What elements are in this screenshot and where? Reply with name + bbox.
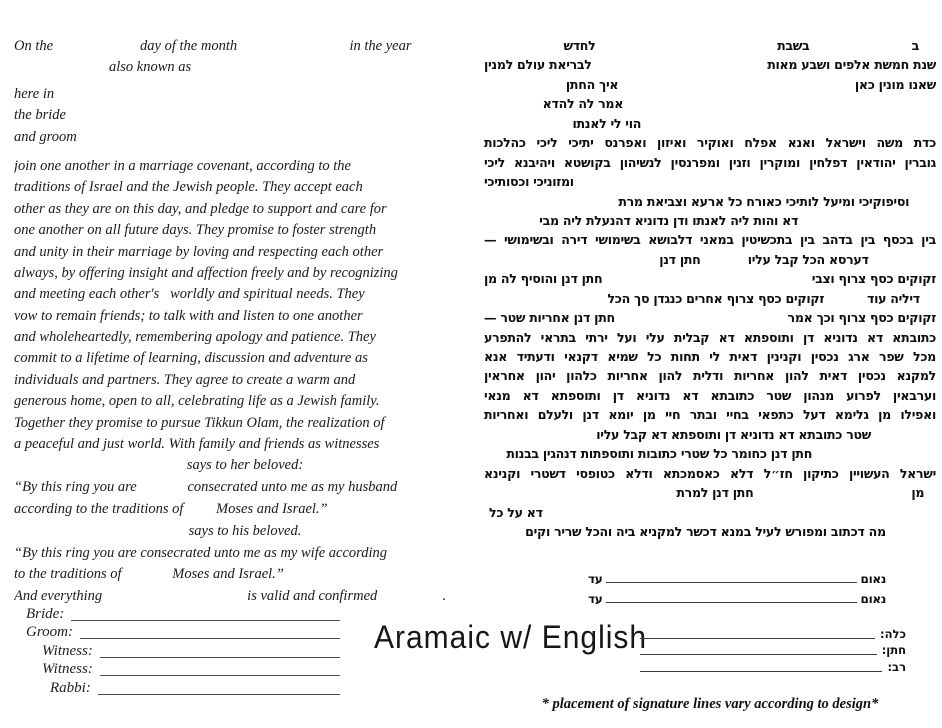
hebrew-text-segment: דיליה עוד bbox=[867, 290, 920, 306]
signature-label: Groom: bbox=[26, 624, 73, 641]
hebrew-line: ישראל העשויין כתיקון חז״ל דלא כאסמכתא ודלא כטופסי דשטרי וקנינא bbox=[484, 465, 936, 481]
signature-row bbox=[640, 625, 906, 641]
hebrew-line bbox=[484, 75, 936, 94]
hebrew-line bbox=[484, 444, 936, 463]
hebrew-line bbox=[484, 522, 936, 541]
signature-line[interactable] bbox=[640, 654, 877, 655]
hebrew-text-segment: ב bbox=[911, 38, 919, 53]
hebrew-text-segment: חתן דנן למרת bbox=[676, 485, 754, 501]
hebrew-text-segment: וסיפוקיכי ומיעל לותיכי כאורח כל ארעא וצביאת מרת bbox=[618, 193, 910, 209]
hebrew-line bbox=[484, 94, 936, 113]
hebrew-line bbox=[484, 289, 936, 308]
closing-line: And everything is valid and confirmed . bbox=[14, 588, 447, 605]
signature-row bbox=[26, 660, 340, 679]
english-line: a peaceful and just world. With family and friends as witnesses bbox=[14, 436, 380, 453]
signature-row bbox=[26, 641, 340, 660]
hebrew-text-segment: חתן דנן bbox=[659, 251, 701, 267]
signature-label: כלה: bbox=[880, 627, 906, 642]
english-line: traditions of Israel and the Jewish people. They accept each bbox=[14, 179, 363, 196]
hebrew-text-segment: אמר לה להדא bbox=[542, 96, 624, 112]
hebrew-line bbox=[484, 36, 936, 55]
english-line: Together they promise to pursue Tikkun Olam, the realization of bbox=[14, 414, 385, 431]
signature-row bbox=[26, 623, 340, 642]
hebrew-text-segment: דא והות ליה לאנתו ודן נדוניא דהנעלת ליה מבי bbox=[539, 212, 799, 228]
signature-label: Witness: bbox=[42, 661, 93, 678]
hebrew-text-segment: חתן דנן אחריות שטר — bbox=[484, 310, 615, 326]
signature-row bbox=[26, 604, 340, 623]
english-line: other as they are on this day, and pledge to support and care for bbox=[14, 200, 387, 217]
hebrew-line bbox=[484, 483, 936, 502]
hebrew-text-segment: שאנו מונין כאן bbox=[854, 76, 936, 92]
hebrew-line bbox=[484, 55, 936, 74]
english-line: join one another in a marriage covenant, according to the bbox=[14, 157, 351, 174]
signature-line[interactable] bbox=[98, 694, 340, 695]
english-line: generous home, open to all, celebrating life as a Jewish family. bbox=[14, 393, 380, 410]
hebrew-line bbox=[484, 308, 936, 327]
english-line: commit to a lifetime of learning, discussion and adventure as bbox=[14, 350, 368, 367]
also-known-as-line: also known as bbox=[109, 59, 192, 76]
english-line: and unity in their marriage by loving and respecting each other bbox=[14, 243, 384, 260]
neum-label: נאום bbox=[860, 592, 886, 607]
signature-line[interactable] bbox=[640, 671, 882, 672]
signature-line[interactable] bbox=[100, 675, 340, 676]
hebrew-line bbox=[484, 172, 936, 191]
sheet-title: Aramaic w/ English bbox=[374, 620, 648, 656]
hebrew-text-segment: דערסא הכל קבל עליו bbox=[747, 251, 869, 267]
his-vow-line-1: “By this ring you are consecrated unto me as my wife according bbox=[14, 544, 388, 561]
signature-row bbox=[26, 678, 340, 697]
signature-block-left bbox=[26, 604, 340, 697]
hebrew-line bbox=[484, 211, 936, 230]
her-vow-intro: says to her beloved: bbox=[186, 457, 304, 474]
hebrew-text-segment: בשבת bbox=[777, 38, 810, 53]
hebrew-line: ואפילו מן גלימא דעל כתפאי בחיי ובתר חיי מן יומא דנן ולעלם ואחריות bbox=[484, 407, 936, 423]
signature-label: רב: bbox=[887, 659, 906, 674]
hebrew-text-segment: חתן דנן כחומר כל שטרי כתובות ותוספתות דנהגין בבנות bbox=[506, 446, 813, 462]
hebrew-line bbox=[484, 114, 936, 133]
witness-signature-line[interactable] bbox=[606, 582, 856, 583]
signature-line[interactable] bbox=[71, 620, 340, 621]
hebrew-line: כדת משה וישראל ואנא אפלח ואוקיר ואיזון ואפרנס יתיכי ליכי כהלכות bbox=[484, 135, 936, 151]
witness-declaration-row bbox=[588, 565, 886, 586]
hebrew-text-segment: שנת חמשת אלפים ושבע מאות bbox=[767, 57, 936, 73]
signature-label: Witness: bbox=[42, 642, 93, 659]
witness-rows bbox=[484, 565, 936, 606]
hebrew-line bbox=[484, 192, 936, 211]
hebrew-text-segment: שטר כתובתא דא נדוניא דן ותוספתא דא קבל עליו bbox=[596, 426, 871, 442]
his-vow-line-2: to the traditions of Moses and Israel.” bbox=[14, 566, 284, 583]
hebrew-text-segment: מה דכתוב ומפורש לעיל במנא דכשר למקניא ביה והכל שריר וקים bbox=[525, 523, 886, 539]
hebrew-text-segment: איך החתן bbox=[565, 76, 619, 92]
english-line: individuals and partners. They agree to create a warm and bbox=[14, 371, 356, 388]
english-line: always, by offering insight and affection freely and by recognizing bbox=[14, 264, 398, 281]
witness-signature-line[interactable] bbox=[606, 602, 856, 603]
eid-label: עד bbox=[588, 571, 603, 586]
hebrew-text-segment: חתן דנן והוסיף לה מן bbox=[484, 271, 603, 287]
signature-row bbox=[640, 657, 906, 673]
hebrew-line bbox=[484, 250, 936, 269]
hebrew-text-segment: זקוקים כסף צרוף אחרים כנגדן סך הכל bbox=[607, 290, 825, 306]
english-line: vow to remain friends; to talk with and listen to one another bbox=[14, 307, 363, 324]
his-vow-intro: says to his beloved. bbox=[188, 522, 302, 539]
witness-declaration-row bbox=[588, 586, 886, 607]
english-line: one another on all future days. They promise to foster strength bbox=[14, 222, 377, 239]
signature-label: Bride: bbox=[26, 605, 65, 622]
eid-label: עד bbox=[588, 592, 603, 607]
hebrew-text-segment: מן bbox=[911, 485, 925, 501]
signature-line[interactable] bbox=[80, 638, 340, 639]
bride-intro-line: the bride bbox=[14, 107, 66, 124]
signature-row bbox=[640, 641, 906, 657]
her-vow-line-2: according to the traditions of Moses and Israel.” bbox=[14, 501, 328, 518]
hebrew-text-segment: לבריאת עולם למנין bbox=[484, 57, 592, 73]
hebrew-line bbox=[484, 425, 936, 444]
her-vow-line-1: “By this ring you are consecrated unto me as my husband bbox=[14, 479, 398, 496]
hebrew-line bbox=[484, 269, 936, 288]
hebrew-line: גוברין יהודאין דפלחין ומוקרין וזנין ומפרנסין לנשיהון בקושטא ויהיבנא ליכי bbox=[484, 154, 936, 170]
footnote: * placement of signature lines vary according to design* bbox=[541, 696, 879, 712]
hebrew-text-segment: ומזוניכי וכסותיכי bbox=[484, 174, 574, 190]
signature-line[interactable] bbox=[100, 657, 340, 658]
hebrew-text bbox=[484, 36, 936, 541]
hebrew-line: וערבאין לפרוע מנהון שטר כתובתא דא נדוניא דן ותוספתא דא מנאי bbox=[484, 387, 936, 403]
signature-label: חתן: bbox=[881, 643, 906, 658]
hebrew-line: מכל שפר ארג נכסין וקנינין דאית לי תחות כל שמיא דקנאי ודעתיד אנא bbox=[484, 349, 936, 364]
hebrew-column bbox=[484, 36, 936, 606]
signature-line[interactable] bbox=[640, 638, 875, 639]
here-in-line: here in bbox=[14, 85, 55, 102]
signature-label: Rabbi: bbox=[50, 679, 91, 696]
neum-label: נאום bbox=[860, 571, 886, 586]
hebrew-line: כתובתא דא נדוניא דן ותוספתא דא קבלית עלי ועל ירתי בתראי להתפרע bbox=[484, 329, 936, 345]
english-line: and meeting each other's worldly and spiritual needs. They bbox=[14, 286, 365, 303]
hebrew-text-segment: דא על כל bbox=[489, 504, 543, 520]
hebrew-line: בין בכסף בין בדהב בין בתכשיטין במאני דלבושא בשימושי דירה ובשימושי — bbox=[484, 232, 936, 248]
hebrew-text-segment: הוי לי לאנתו bbox=[572, 115, 642, 131]
hebrew-line: למקנא נכסין דאית להון אחריות ודלית להון אחריות כלהון יהון אחראין bbox=[484, 368, 936, 384]
groom-intro-line: and groom bbox=[14, 128, 77, 145]
hebrew-text-segment: זקוקים כסף צרוף וכך אמר bbox=[787, 310, 936, 326]
signature-block-right bbox=[640, 625, 906, 674]
date-line: On the day of the month in the year bbox=[14, 38, 412, 54]
english-line: and wholeheartedly, remembering apology and patience. They bbox=[14, 329, 376, 346]
english-column bbox=[14, 36, 476, 608]
hebrew-text-segment: זקוקים כסף צרוף וצבי bbox=[811, 271, 936, 287]
hebrew-text-segment: לחדש bbox=[563, 38, 596, 53]
english-paragraph bbox=[14, 156, 476, 455]
hebrew-line bbox=[484, 503, 936, 522]
